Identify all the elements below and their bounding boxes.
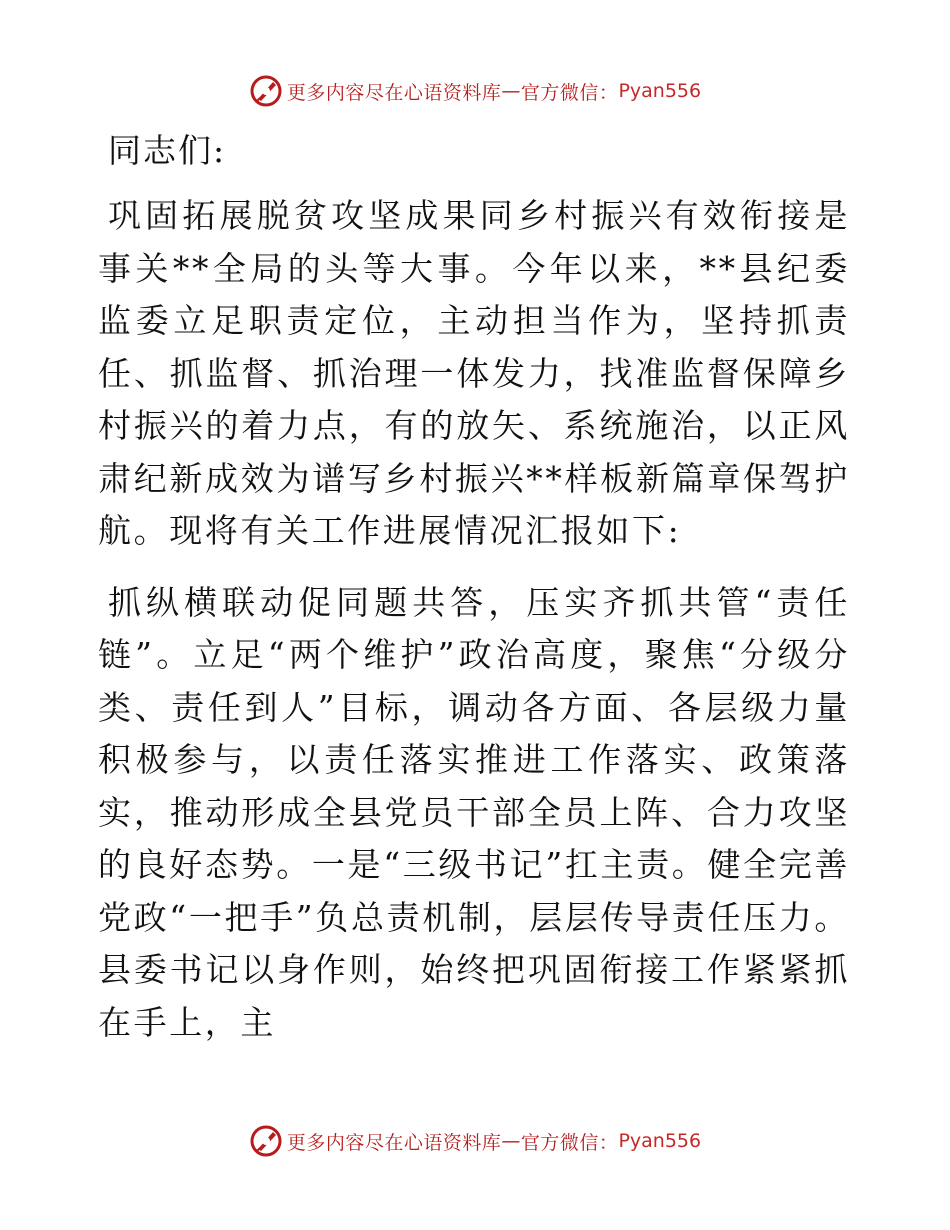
paragraph-responsibility: 抓纵横联动促同题共答，压实齐抓共管“责任链”。立足“两个维护”政治高度，聚焦“分级分类、责任到人”目标，调动各方面、各层级力量积极参与，以责任落实推进工作落实、政策落实，推动形成全县党员干部全员上阵、合力攻坚的良好态势。一是“三级书记”扛主责。健全完善党政“一把手”负总责机制，层层传导责任压力。县委书记以身作则，始终把巩固衔接工作紧紧抓在手上，主 [98, 582, 850, 1042]
watermark-brand: 更多内容尽在心语资料库 [286, 81, 502, 104]
watermark-dash: — [501, 1130, 521, 1152]
salutation: 同志们: [108, 131, 227, 170]
watermark-header [0, 71, 950, 111]
document-body [98, 128, 850, 1068]
watermark-brand: 更多内容尽在心语资料库 [286, 1131, 502, 1154]
watermark-footer [0, 1121, 950, 1161]
watermark-contact-id: Pyan556 [618, 80, 702, 102]
quill-logo-icon [249, 74, 283, 108]
watermark-contact-label: 官方微信： [520, 1131, 619, 1154]
quill-logo-icon [249, 1124, 283, 1158]
watermark-contact-id: Pyan556 [618, 1130, 702, 1152]
watermark-contact-label: 官方微信： [520, 81, 619, 104]
paragraph-intro: 巩固拓展脱贫攻坚成果同乡村振兴有效衔接是事关**全局的头等大事。今年以来，**县纪委监委立足职责定位，主动担当作为，坚持抓责任、抓监督、抓治理一体发力，找准监督保障乡村振兴的着力点，有的放矢、系统施治，以正风肃纪新成效为谱写乡村振兴**样板新篇章保驾护航。现将有关工作进展情况汇报如下: [98, 196, 850, 550]
watermark-dash: — [501, 80, 521, 102]
